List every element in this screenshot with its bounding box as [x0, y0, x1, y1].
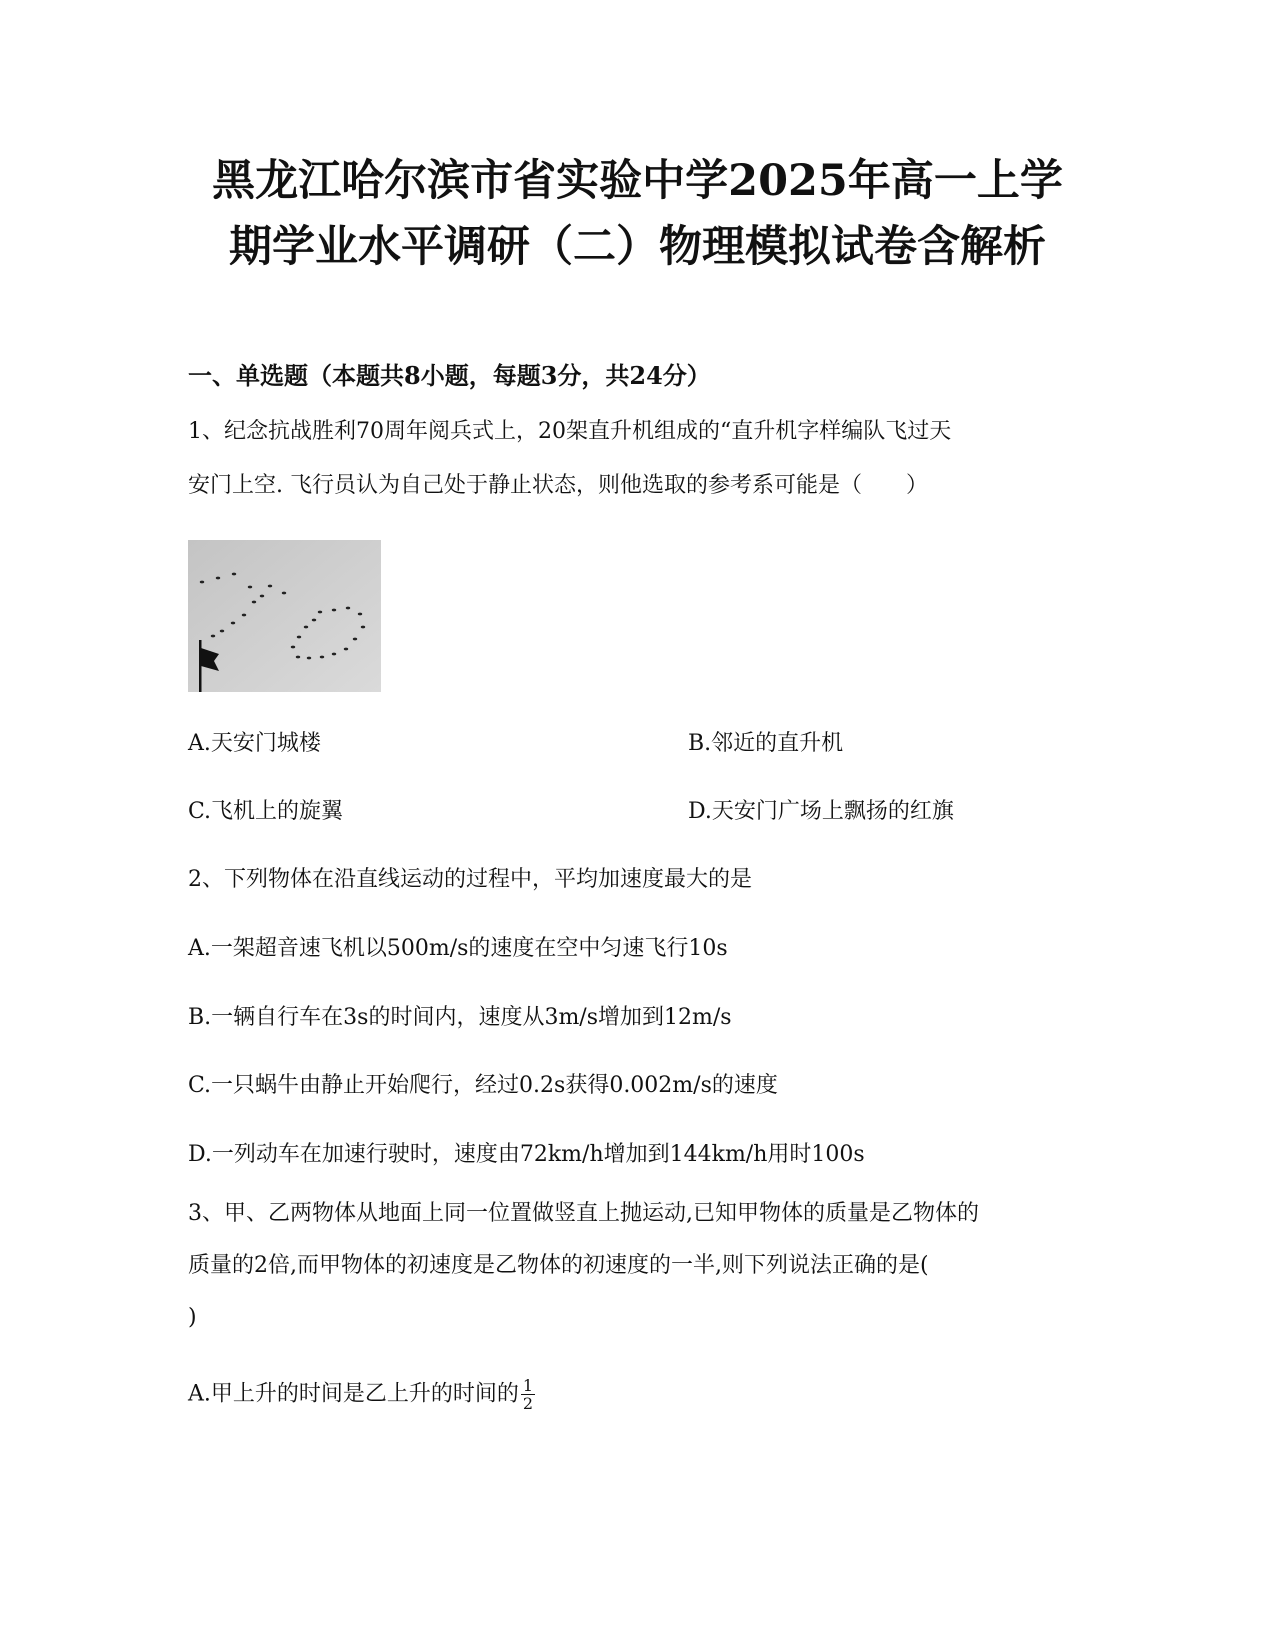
helicopter-formation-photo: [188, 540, 381, 692]
one-half-fraction: [521, 1377, 535, 1412]
question-2-option-b[interactable]: B.一辆自行车在3s的时间内，速度从3m/s增加到12m/s: [188, 1005, 732, 1030]
fraction-numerator: 1: [522, 1376, 534, 1395]
question-1-option-b[interactable]: B.邻近的直升机: [688, 731, 844, 756]
question-1-option-a[interactable]: A.天安门城楼: [188, 731, 321, 756]
section-heading-single-choice: 一、单选题（本题共8小题，每题3分，共24分）: [188, 361, 711, 390]
question-1-line-1: 1、纪念抗战胜利70周年阅兵式上，20架直升机组成的“直升机字样编队飞过天: [188, 419, 952, 444]
question-3-line-3: ): [188, 1305, 197, 1330]
question-3: [188, 1188, 1088, 1344]
document-title: [150, 148, 1125, 280]
title-line-1: 黑龙江哈尔滨市省实验中学2025年高一上学: [212, 156, 1063, 206]
question-2-option-a[interactable]: A.一架超音速飞机以500m/s的速度在空中匀速飞行10s: [188, 936, 728, 961]
fraction-denominator: 2: [522, 1394, 534, 1413]
question-3-line-2: 质量的2倍,而甲物体的初速度是乙物体的初速度的一半,则下列说法正确的是(: [188, 1253, 929, 1278]
question-2: 2、下列物体在沿直线运动的过程中，平均加速度最大的是: [188, 867, 752, 892]
question-1-option-d[interactable]: D.天安门广场上飘扬的红旗: [688, 799, 954, 824]
title-line-2: 期学业水平调研（二）物理模拟试卷含解析: [229, 222, 1046, 272]
question-2-option-c[interactable]: C.一只蜗牛由静止开始爬行，经过0.2s获得0.002m/s的速度: [188, 1073, 778, 1098]
question-3-line-1: 3、甲、乙两物体从地面上同一位置做竖直上抛运动,已知甲物体的质量是乙物体的: [188, 1201, 979, 1226]
question-3-option-a[interactable]: [188, 1377, 535, 1412]
question-1-option-c[interactable]: C.飞机上的旋翼: [188, 799, 344, 824]
question-3-option-a-text: A.甲上升的时间是乙上升的时间的: [188, 1381, 519, 1407]
question-1: [188, 405, 1088, 513]
question-2-option-d[interactable]: D.一列动车在加速行驶时，速度由72km/h增加到144km/h用时100s: [188, 1142, 865, 1167]
question-1-line-2: 安门上空. 飞行员认为自己处于静止状态，则他选取的参考系可能是（ ）: [188, 473, 928, 498]
